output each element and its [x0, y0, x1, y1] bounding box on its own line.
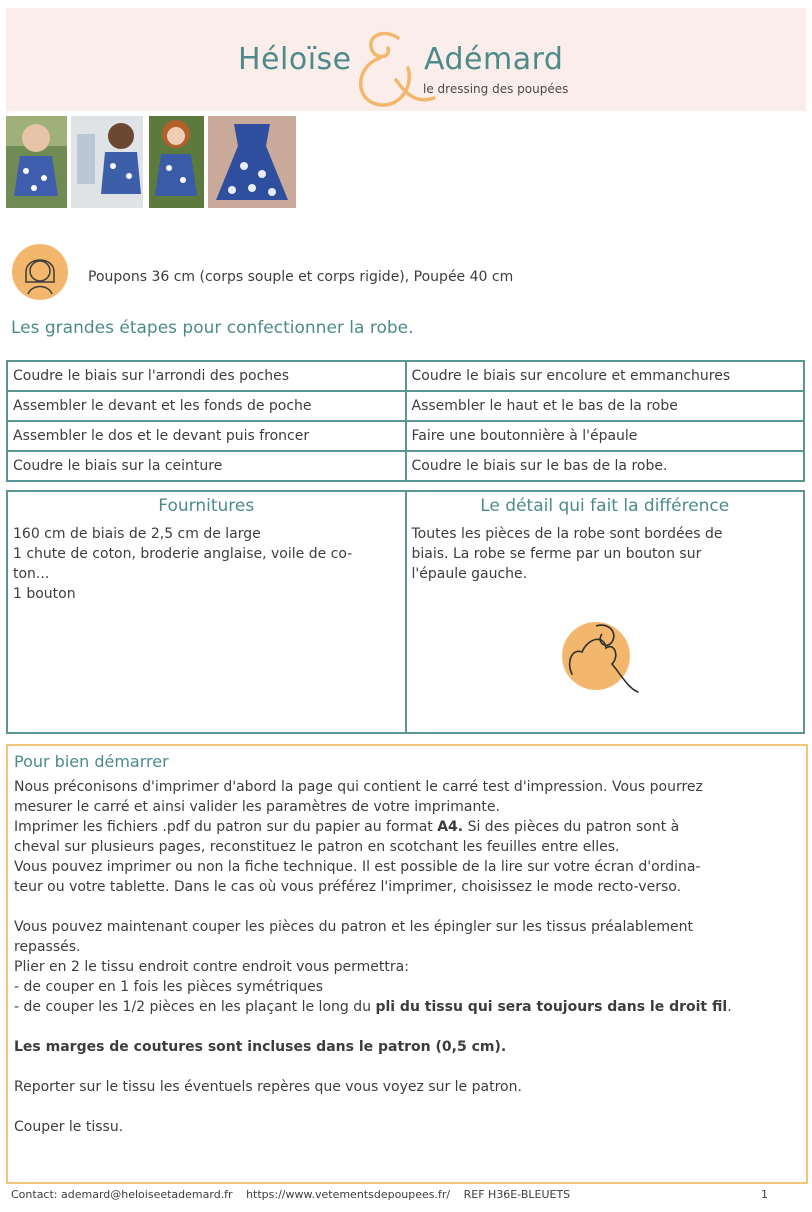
paragraph-line — [14, 817, 800, 837]
table-row — [7, 451, 804, 481]
detail-line: l'épaule gauche. — [411, 566, 528, 582]
brand-tagline: le dressing des poupées — [423, 82, 569, 96]
table-row — [7, 361, 804, 391]
supplies-line: 1 chute de coton, broderie anglaise, voile de co- — [13, 546, 353, 562]
paragraph-line: mesurer le carré et ainsi valider les paramètres de votre imprimante. — [14, 799, 500, 815]
steps-table — [6, 360, 805, 482]
grain-note: pli du tissu qui sera toujours dans le droit fil — [375, 999, 728, 1015]
paragraph-line: cheval sur plusieurs pages, reconstituez le patron en scotchant les feuilles entre elles. — [14, 839, 620, 855]
thumbnail-dress — [208, 116, 296, 208]
thumbnail-doll-1 — [6, 116, 67, 208]
paragraph-line: Vous pouvez maintenant couper les pièces du patron et les épingler sur les tissus préalablement — [14, 919, 693, 935]
brand-name-left: Héloïse — [238, 42, 352, 77]
step-cell: Assembler le devant et les fonds de poche — [7, 391, 406, 421]
step-cell: Coudre le biais sur le bas de la robe. — [406, 451, 805, 481]
supplies-title: Fournitures — [158, 496, 255, 516]
paragraph-line: teur ou votre tablette. Dans le cas où vous préférez l'imprimer, choisissez le mode recto-verso. — [14, 879, 682, 895]
table-row — [7, 421, 804, 451]
brand-header — [6, 8, 806, 111]
detail-line: biais. La robe se ferme par un bouton sur — [411, 546, 702, 562]
step-cell: Coudre le biais sur encolure et emmanchures — [406, 361, 805, 391]
hand-button-icon — [552, 612, 642, 702]
getting-started-box — [6, 744, 808, 1184]
detail-title: Le détail qui fait la différence — [480, 496, 730, 516]
detail-line: Toutes les pièces de la robe sont bordées de — [411, 526, 723, 542]
supplies-line: 1 bouton — [13, 586, 76, 602]
paragraph-line: Reporter sur le tissu les éventuels repères que vous voyez sur le patron. — [14, 1079, 522, 1095]
paragraph-line: Couper le tissu. — [14, 1119, 124, 1135]
paragraph-line: repassés. — [14, 939, 81, 955]
text-span: Imprimer les fichiers .pdf du patron sur du papier au format — [14, 819, 438, 835]
page-footer — [11, 1188, 580, 1201]
brand-name-right: Adémard — [424, 42, 564, 77]
step-cell: Coudre le biais sur l'arrondi des poches — [7, 361, 406, 391]
format-a4: A4. — [437, 819, 464, 835]
supplies-detail-box — [6, 490, 805, 734]
supplies-line: ton... — [13, 566, 50, 582]
paragraph-line: Plier en 2 le tissu endroit contre endroit vous permettra: — [14, 959, 409, 975]
footer-url[interactable]: https://www.vetementsdepoupees.fr/ — [246, 1188, 451, 1201]
doll-sizes: Poupons 36 cm (corps souple et corps rigide), Poupée 40 cm — [88, 269, 514, 285]
paragraph-line — [14, 997, 800, 1017]
footer-contact[interactable]: Contact: ademard@heloiseetademard.fr — [11, 1188, 233, 1201]
getting-started-title: Pour bien démarrer — [14, 752, 169, 771]
steps-title: Les grandes étapes pour confectionner la robe. — [11, 318, 414, 338]
table-row — [7, 391, 804, 421]
step-cell: Faire une boutonnière à l'épaule — [406, 421, 805, 451]
footer-ref: REF H36E-BLEUETS — [463, 1188, 571, 1201]
text-span: . — [727, 999, 732, 1015]
step-cell: Coudre le biais sur la ceinture — [7, 451, 406, 481]
supplies-line: 160 cm de biais de 2,5 cm de large — [13, 526, 261, 542]
text-span: - de couper les 1/2 pièces en les plaçant le long du — [14, 999, 376, 1015]
doll-avatar-icon — [10, 242, 70, 302]
detail-column — [405, 492, 804, 732]
step-cell: Assembler le dos et le devant puis froncer — [7, 421, 406, 451]
paragraph-line: - de couper en 1 fois les pièces symétriques — [14, 979, 324, 995]
paragraph-line: Vous pouvez imprimer ou non la fiche technique. Il est possible de la lire sur votre écran d'ordina- — [14, 859, 701, 875]
supplies-column — [8, 492, 405, 732]
paragraph-line: Nous préconisons d'imprimer d'abord la page qui contient le carré test d'impression. Vous pourrez — [14, 779, 703, 795]
thumbnail-doll-2 — [71, 116, 143, 208]
step-cell: Assembler le haut et le bas de la robe — [406, 391, 805, 421]
page-number: 1 — [761, 1188, 768, 1201]
thumbnail-doll-3 — [149, 116, 204, 208]
seam-allowance-note: Les marges de coutures sont incluses dans le patron (0,5 cm). — [14, 1039, 507, 1055]
text-span: Si des pièces du patron sont à — [463, 819, 680, 835]
